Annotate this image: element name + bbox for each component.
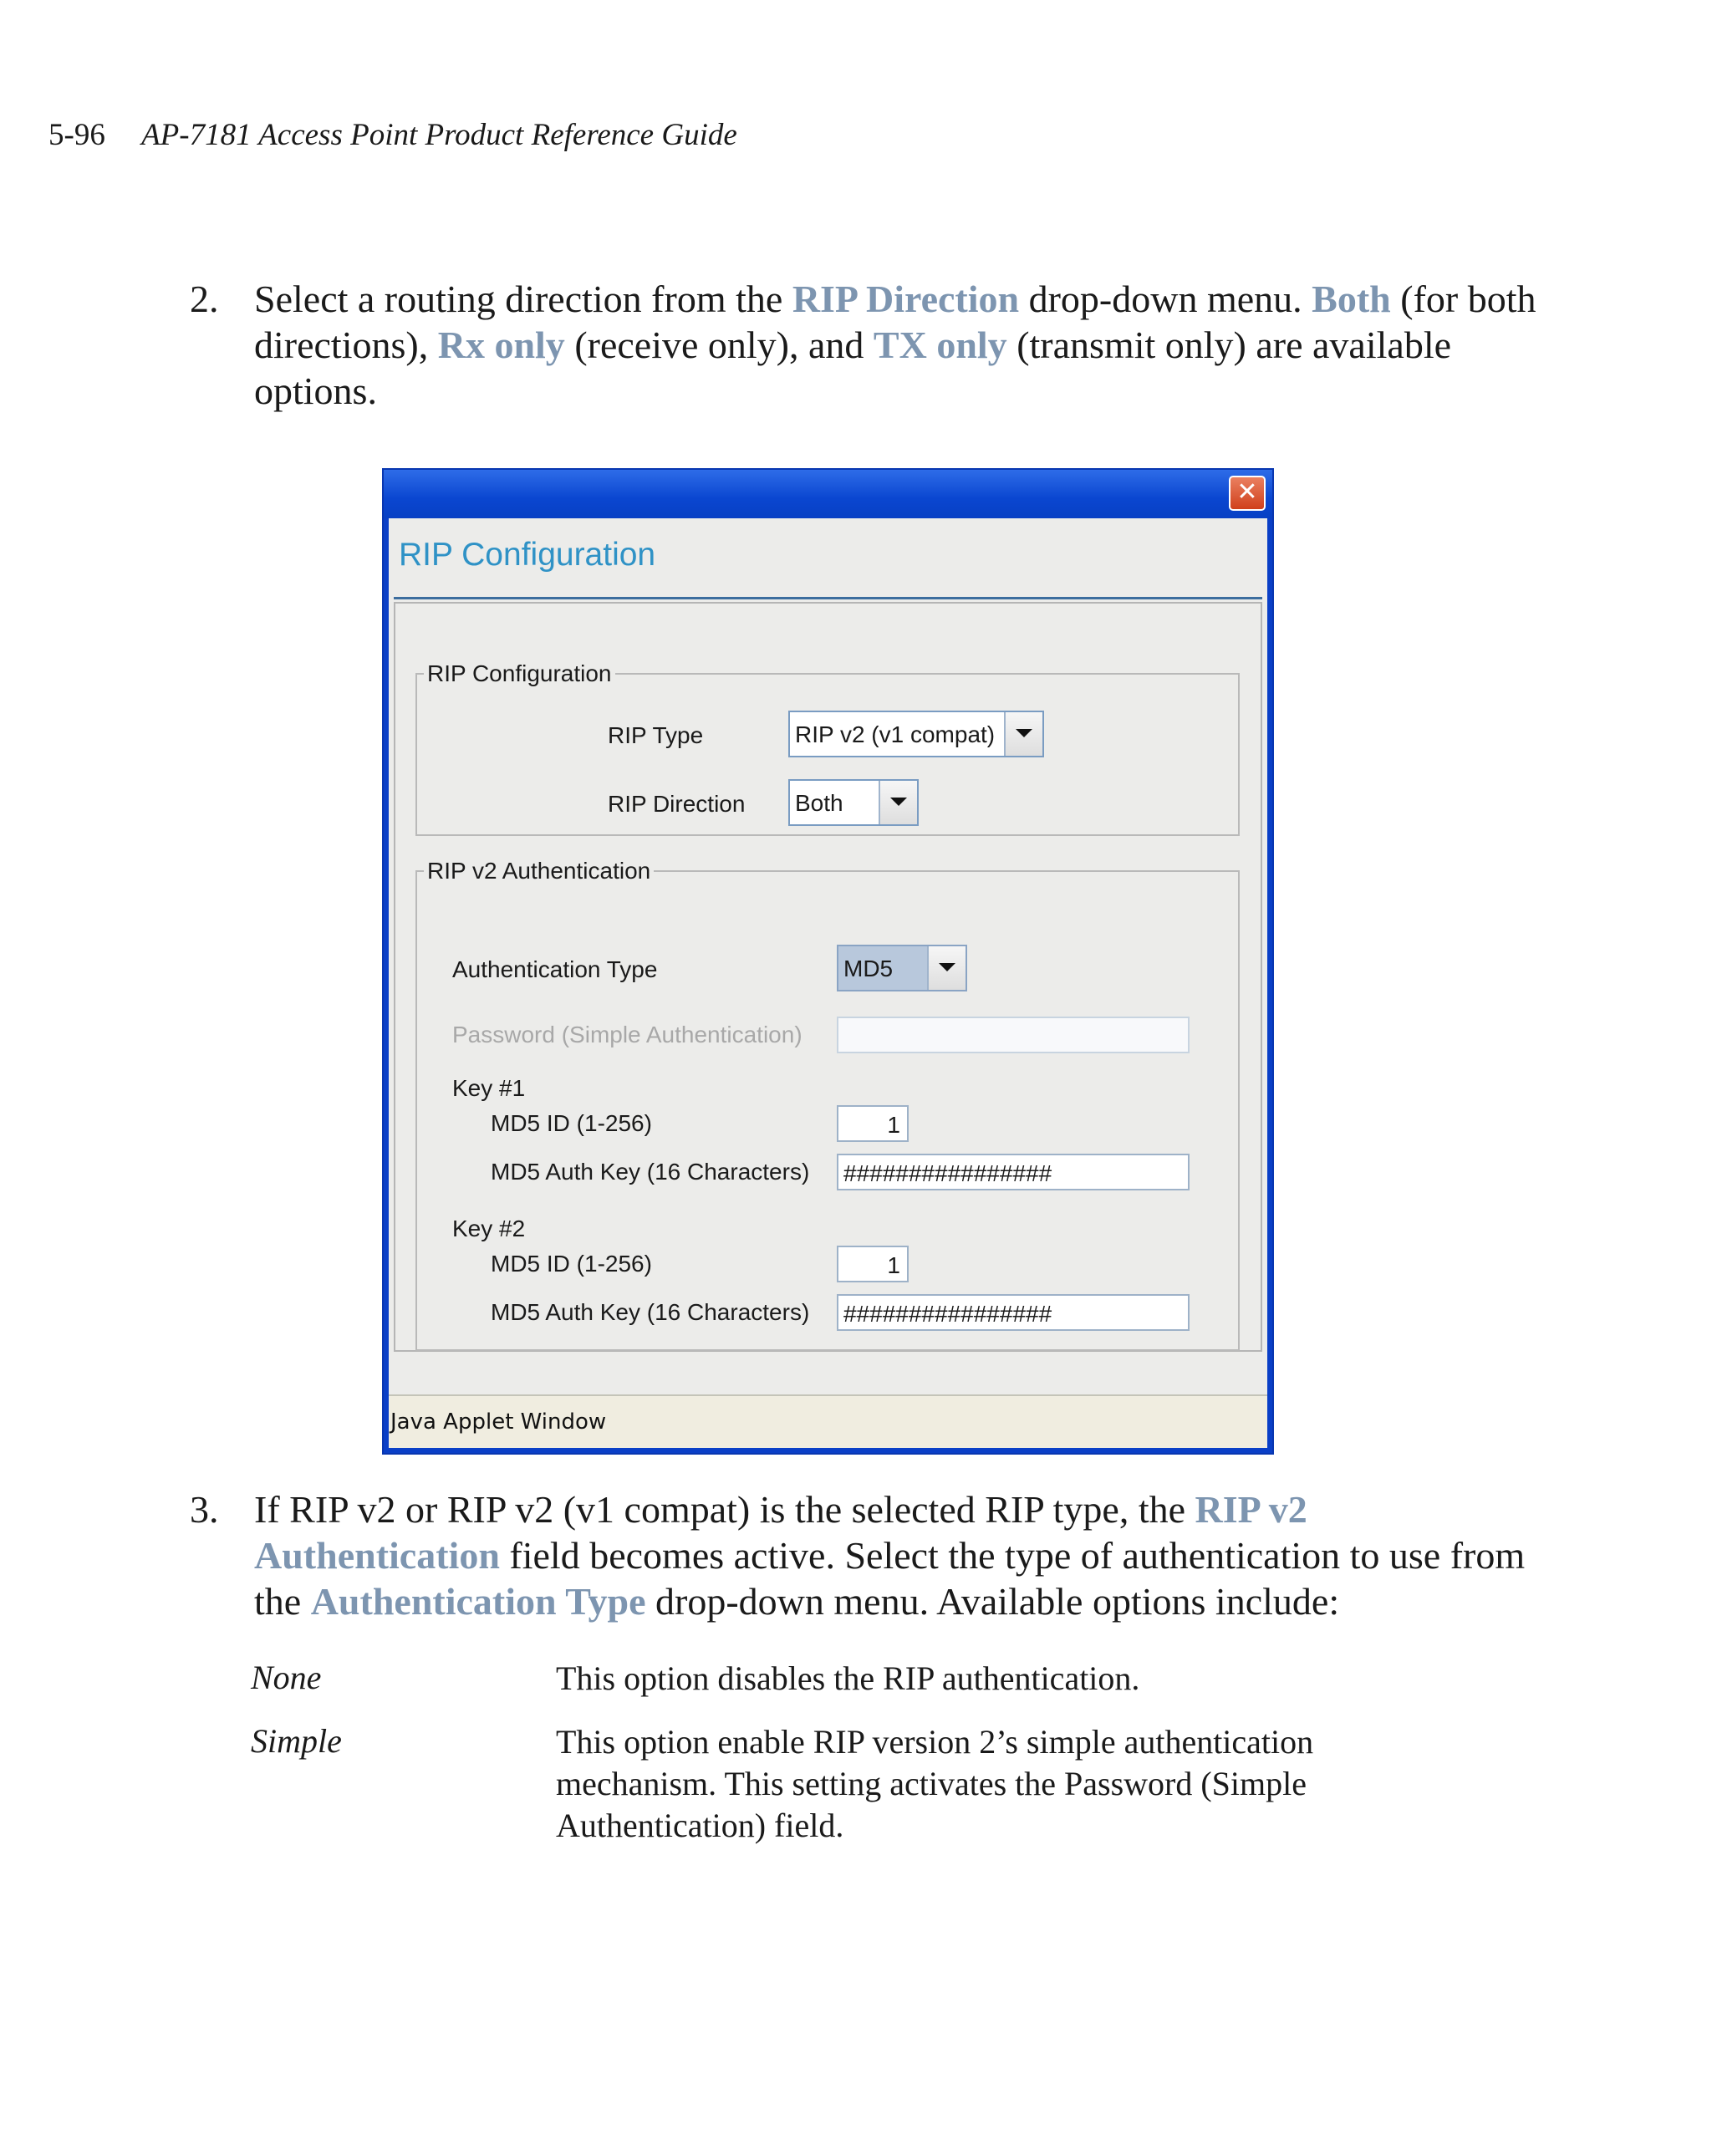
step-number: 3. — [190, 1488, 219, 1531]
heading-divider — [394, 597, 1262, 599]
page-header — [48, 117, 737, 153]
key-2-label: Key #2 — [452, 1216, 526, 1241]
text-run: drop-down menu. Available options include: — [645, 1580, 1340, 1623]
text-run: (transmit only) are available options. — [254, 324, 1452, 412]
highlight-term: RIP Direction — [792, 278, 1020, 320]
key-1-md5-id-value: 1 — [887, 1112, 900, 1138]
rip-v2-authentication-group — [415, 858, 1240, 1351]
chevron-down-icon[interactable] — [879, 781, 917, 824]
text-run: Select a routing direction from the — [254, 278, 792, 320]
authentication-type-value: MD5 — [843, 956, 894, 981]
text-run: (receive only), and — [564, 324, 874, 366]
rip-direction-label: RIP Direction — [608, 791, 746, 817]
page-number: 5-96 — [48, 118, 105, 152]
step-number: 2. — [190, 278, 219, 320]
key-2-auth-key-field[interactable] — [837, 1294, 1190, 1331]
step-text — [254, 1486, 1544, 1624]
key-1-auth-key-value: ################ — [843, 1160, 1052, 1186]
group-legend: RIP v2 Authentication — [427, 858, 651, 884]
password-label: Password (Simple Authentication) — [452, 1022, 802, 1047]
option-term: None — [251, 1659, 322, 1696]
rip-direction-value: Both — [795, 790, 843, 816]
key-2-auth-key-value: ################ — [843, 1301, 1052, 1327]
rip-configuration-dialog — [382, 468, 1274, 1455]
key-1-md5-id-label: MD5 ID (1-256) — [491, 1110, 652, 1136]
highlight-term: Rx only — [437, 324, 565, 366]
text-run: (for both directions), — [254, 278, 1536, 366]
rip-direction-select[interactable] — [788, 779, 919, 826]
highlight-term: RIP v2 Authentication — [254, 1488, 1307, 1577]
rip-type-value: RIP v2 (v1 compat) — [795, 721, 996, 747]
text-run: field becomes active. Select the type of authentication to use from the — [254, 1534, 1526, 1623]
chevron-down-icon[interactable] — [1004, 712, 1042, 756]
group-legend: RIP Configuration — [427, 660, 612, 686]
highlight-term: TX only — [873, 324, 1007, 366]
key-1-md5-id-field[interactable] — [837, 1105, 909, 1142]
authentication-type-label: Authentication Type — [452, 956, 658, 982]
password-field[interactable] — [837, 1017, 1190, 1053]
highlight-term: Authentication Type — [310, 1580, 646, 1623]
rip-configuration-group — [415, 660, 1240, 836]
guide-title: AP-7181 Access Point Product Reference Guide — [141, 118, 737, 152]
key-2-auth-key-label: MD5 Auth Key (16 Characters) — [491, 1299, 810, 1325]
highlight-term: Both — [1312, 278, 1391, 320]
chevron-down-icon[interactable] — [927, 946, 966, 990]
close-icon[interactable]: ✕ — [1229, 476, 1266, 511]
key-1-auth-key-field[interactable] — [837, 1154, 1190, 1190]
dialog-heading: RIP Configuration — [399, 537, 656, 573]
option-description: This option enable RIP version 2’s simple authentication mechanism. This setting activates the Password (Simple Authentication) field. — [556, 1723, 1314, 1844]
authentication-type-select[interactable] — [837, 945, 967, 991]
key-1-auth-key-label: MD5 Auth Key (16 Characters) — [491, 1159, 810, 1185]
status-text: Java Applet Window — [390, 1409, 607, 1435]
text-run: drop-down menu. — [1019, 278, 1312, 320]
text-run: If RIP v2 or RIP v2 (v1 compat) is the selected RIP type, the — [254, 1488, 1195, 1531]
dialog-client-area — [389, 518, 1267, 1448]
key-2-md5-id-label: MD5 ID (1-256) — [491, 1251, 652, 1277]
option-description: This option disables the RIP authentication. — [556, 1659, 1140, 1697]
dialog-titlebar[interactable] — [384, 470, 1272, 518]
rip-type-label: RIP Type — [608, 722, 704, 748]
key-1-label: Key #1 — [452, 1075, 526, 1101]
key-2-md5-id-field[interactable] — [837, 1246, 909, 1282]
option-term: Simple — [251, 1722, 342, 1760]
applet-status-bar — [389, 1394, 1267, 1448]
step-text — [254, 276, 1544, 414]
rip-type-select[interactable] — [788, 711, 1044, 757]
key-2-md5-id-value: 1 — [887, 1252, 900, 1278]
